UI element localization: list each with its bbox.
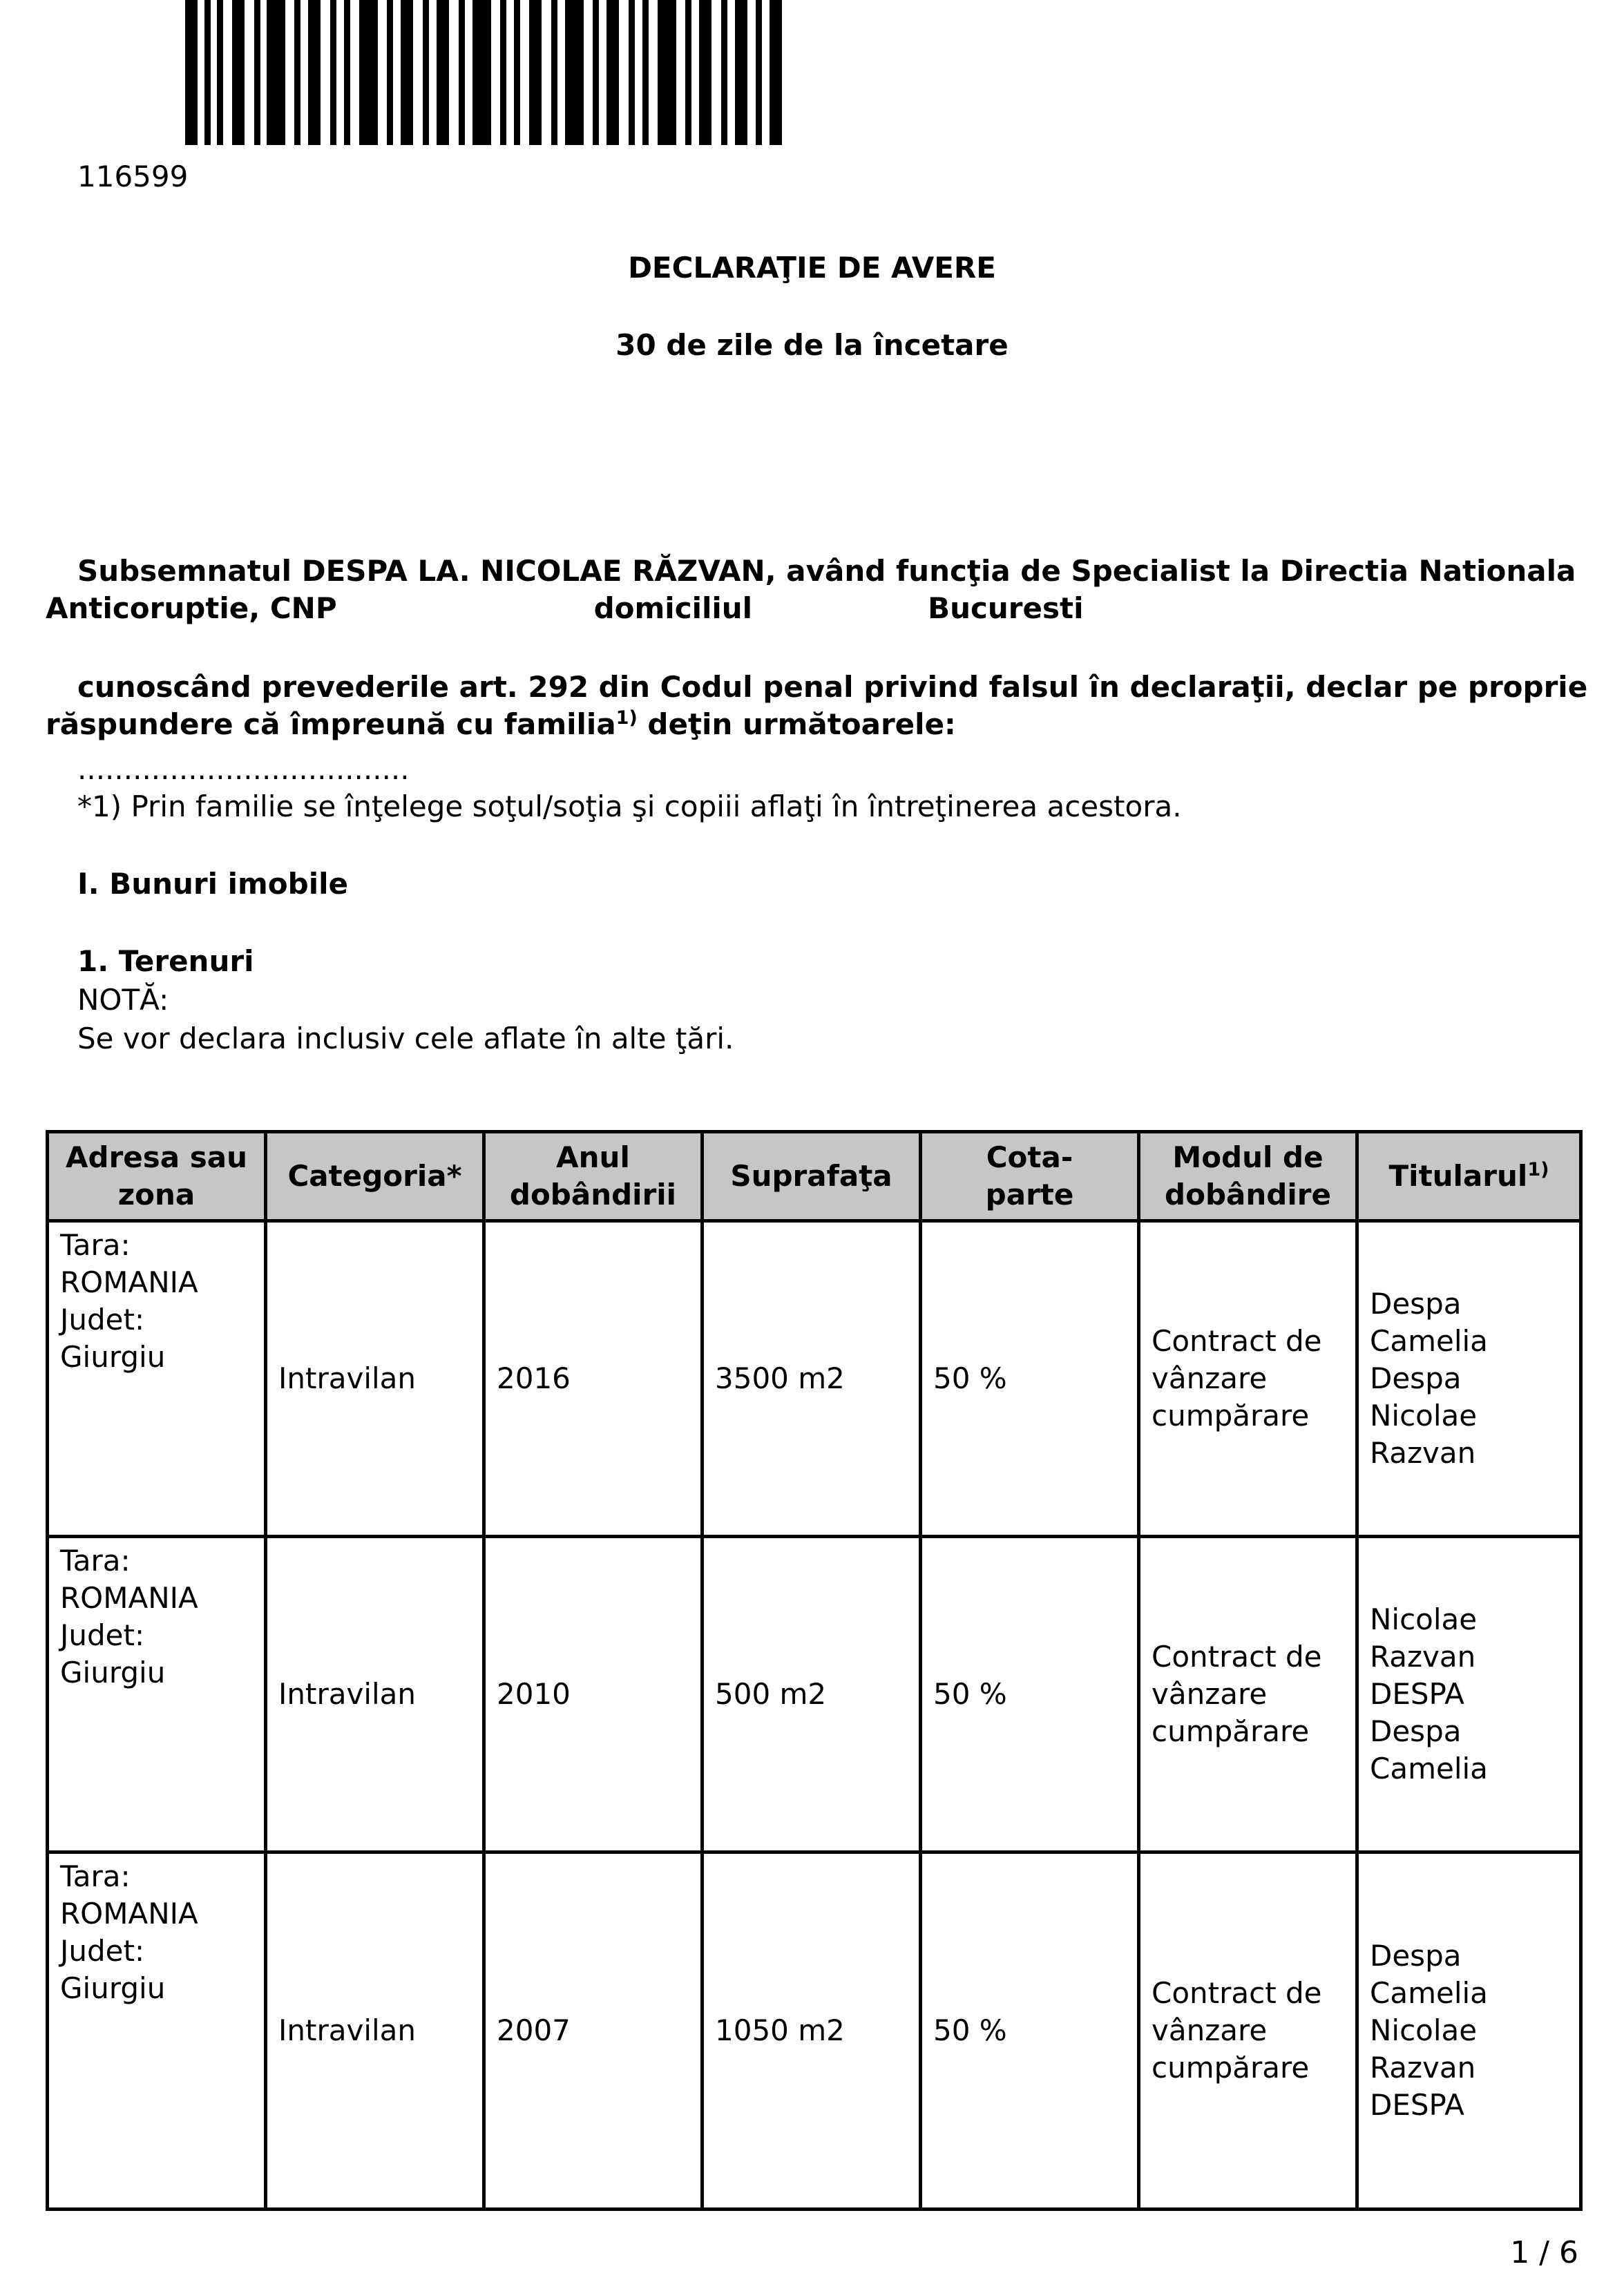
cell-anul: 2016 (484, 1221, 703, 1537)
cell-cota: 50 % (921, 1221, 1139, 1537)
header-suprafata: Suprafaţa (703, 1132, 921, 1221)
cell-titularul: Despa Camelia Nicolae Razvan DESPA (1357, 1852, 1581, 2210)
footnote-marker: 1) (615, 707, 638, 729)
dotted-line: .................................... (77, 752, 410, 786)
note-label: NOTĂ: (77, 983, 169, 1017)
cell-categoria: Intravilan (266, 1852, 484, 2210)
note-text: Se vor declara inclusiv cele aflate în alte ţări. (77, 1022, 734, 1055)
table-row (48, 1537, 1581, 1852)
cell-suprafata: 500 m2 (703, 1537, 921, 1852)
header-anul: Anul dobândirii (484, 1132, 703, 1221)
header-adresa: Adresa sau zona (48, 1132, 266, 1221)
identity-line-2 (46, 590, 1565, 627)
identity-city: Bucuresti (928, 591, 1084, 625)
identity-paragraph (46, 553, 1576, 627)
header-titularul: Titularul$^{1)}$ (1357, 1132, 1581, 1221)
table-row (48, 1221, 1581, 1537)
cell-anul: 2010 (484, 1537, 703, 1852)
cell-modul: Contract de vânzare cumpărare (1139, 1537, 1357, 1852)
cell-titularul: Despa Camelia Despa Nicolae Razvan (1357, 1221, 1581, 1537)
table-row (48, 1852, 1581, 2210)
header-modul: Modul de dobândire (1139, 1132, 1357, 1221)
family-footnote: *1) Prin familie se înţelege soţul/soţia şi copiii aflaţi în întreţinerea acestora. (77, 789, 1182, 823)
identity-line-1: Subsemnatul DESPA LA. NICOLAE RĂZVAN, având funcţia de Specialist la Directia Nationala (77, 554, 1576, 588)
barcode (185, 0, 785, 145)
declaration-line-1: cunoscând prevederile art. 292 din Codul penal privind falsul în declaraţii, declar pe proprie (77, 670, 1588, 704)
header-categoria: Categoria* (266, 1132, 484, 1221)
cell-adresa: Tara: ROMANIA Judet: Giurgiu (48, 1221, 266, 1537)
cell-modul: Contract de vânzare cumpărare (1139, 1852, 1357, 2210)
header-cota: Cota- parte (921, 1132, 1139, 1221)
cell-modul: Contract de vânzare cumpărare (1139, 1221, 1357, 1537)
cell-categoria: Intravilan (266, 1221, 484, 1537)
cell-anul: 2007 (484, 1852, 703, 2210)
declaration-line-2: răspundere că împreună cu familia$^{1)}$ deţin următoarele: (46, 707, 956, 741)
section-heading: I. Bunuri imobile (77, 867, 349, 901)
page-number: 1 / 6 (1510, 2235, 1578, 2270)
cell-adresa: Tara: ROMANIA Judet: Giurgiu (48, 1537, 266, 1852)
cell-categoria: Intravilan (266, 1537, 484, 1852)
identity-domicile-label: domiciliul (593, 591, 753, 625)
table-header-row (48, 1132, 1581, 1221)
document-number: 116599 (77, 160, 189, 193)
document-title: DECLARAŢIE DE AVERE (628, 251, 996, 285)
document-subtitle: 30 de zile de la încetare (615, 328, 1009, 362)
cell-titularul: Nicolae Razvan DESPA Despa Camelia (1357, 1537, 1581, 1852)
cell-cota: 50 % (921, 1537, 1139, 1852)
cell-suprafata: 1050 m2 (703, 1852, 921, 2210)
declaration-paragraph (46, 669, 1588, 743)
cell-cota: 50 % (921, 1852, 1139, 2210)
cell-adresa: Tara: ROMANIA Judet: Giurgiu (48, 1852, 266, 2210)
cell-suprafata: 3500 m2 (703, 1221, 921, 1537)
subsection-heading: 1. Terenuri (77, 944, 254, 978)
identity-cnp-label: Anticoruptie, CNP (46, 591, 337, 625)
land-table (46, 1130, 1583, 2211)
